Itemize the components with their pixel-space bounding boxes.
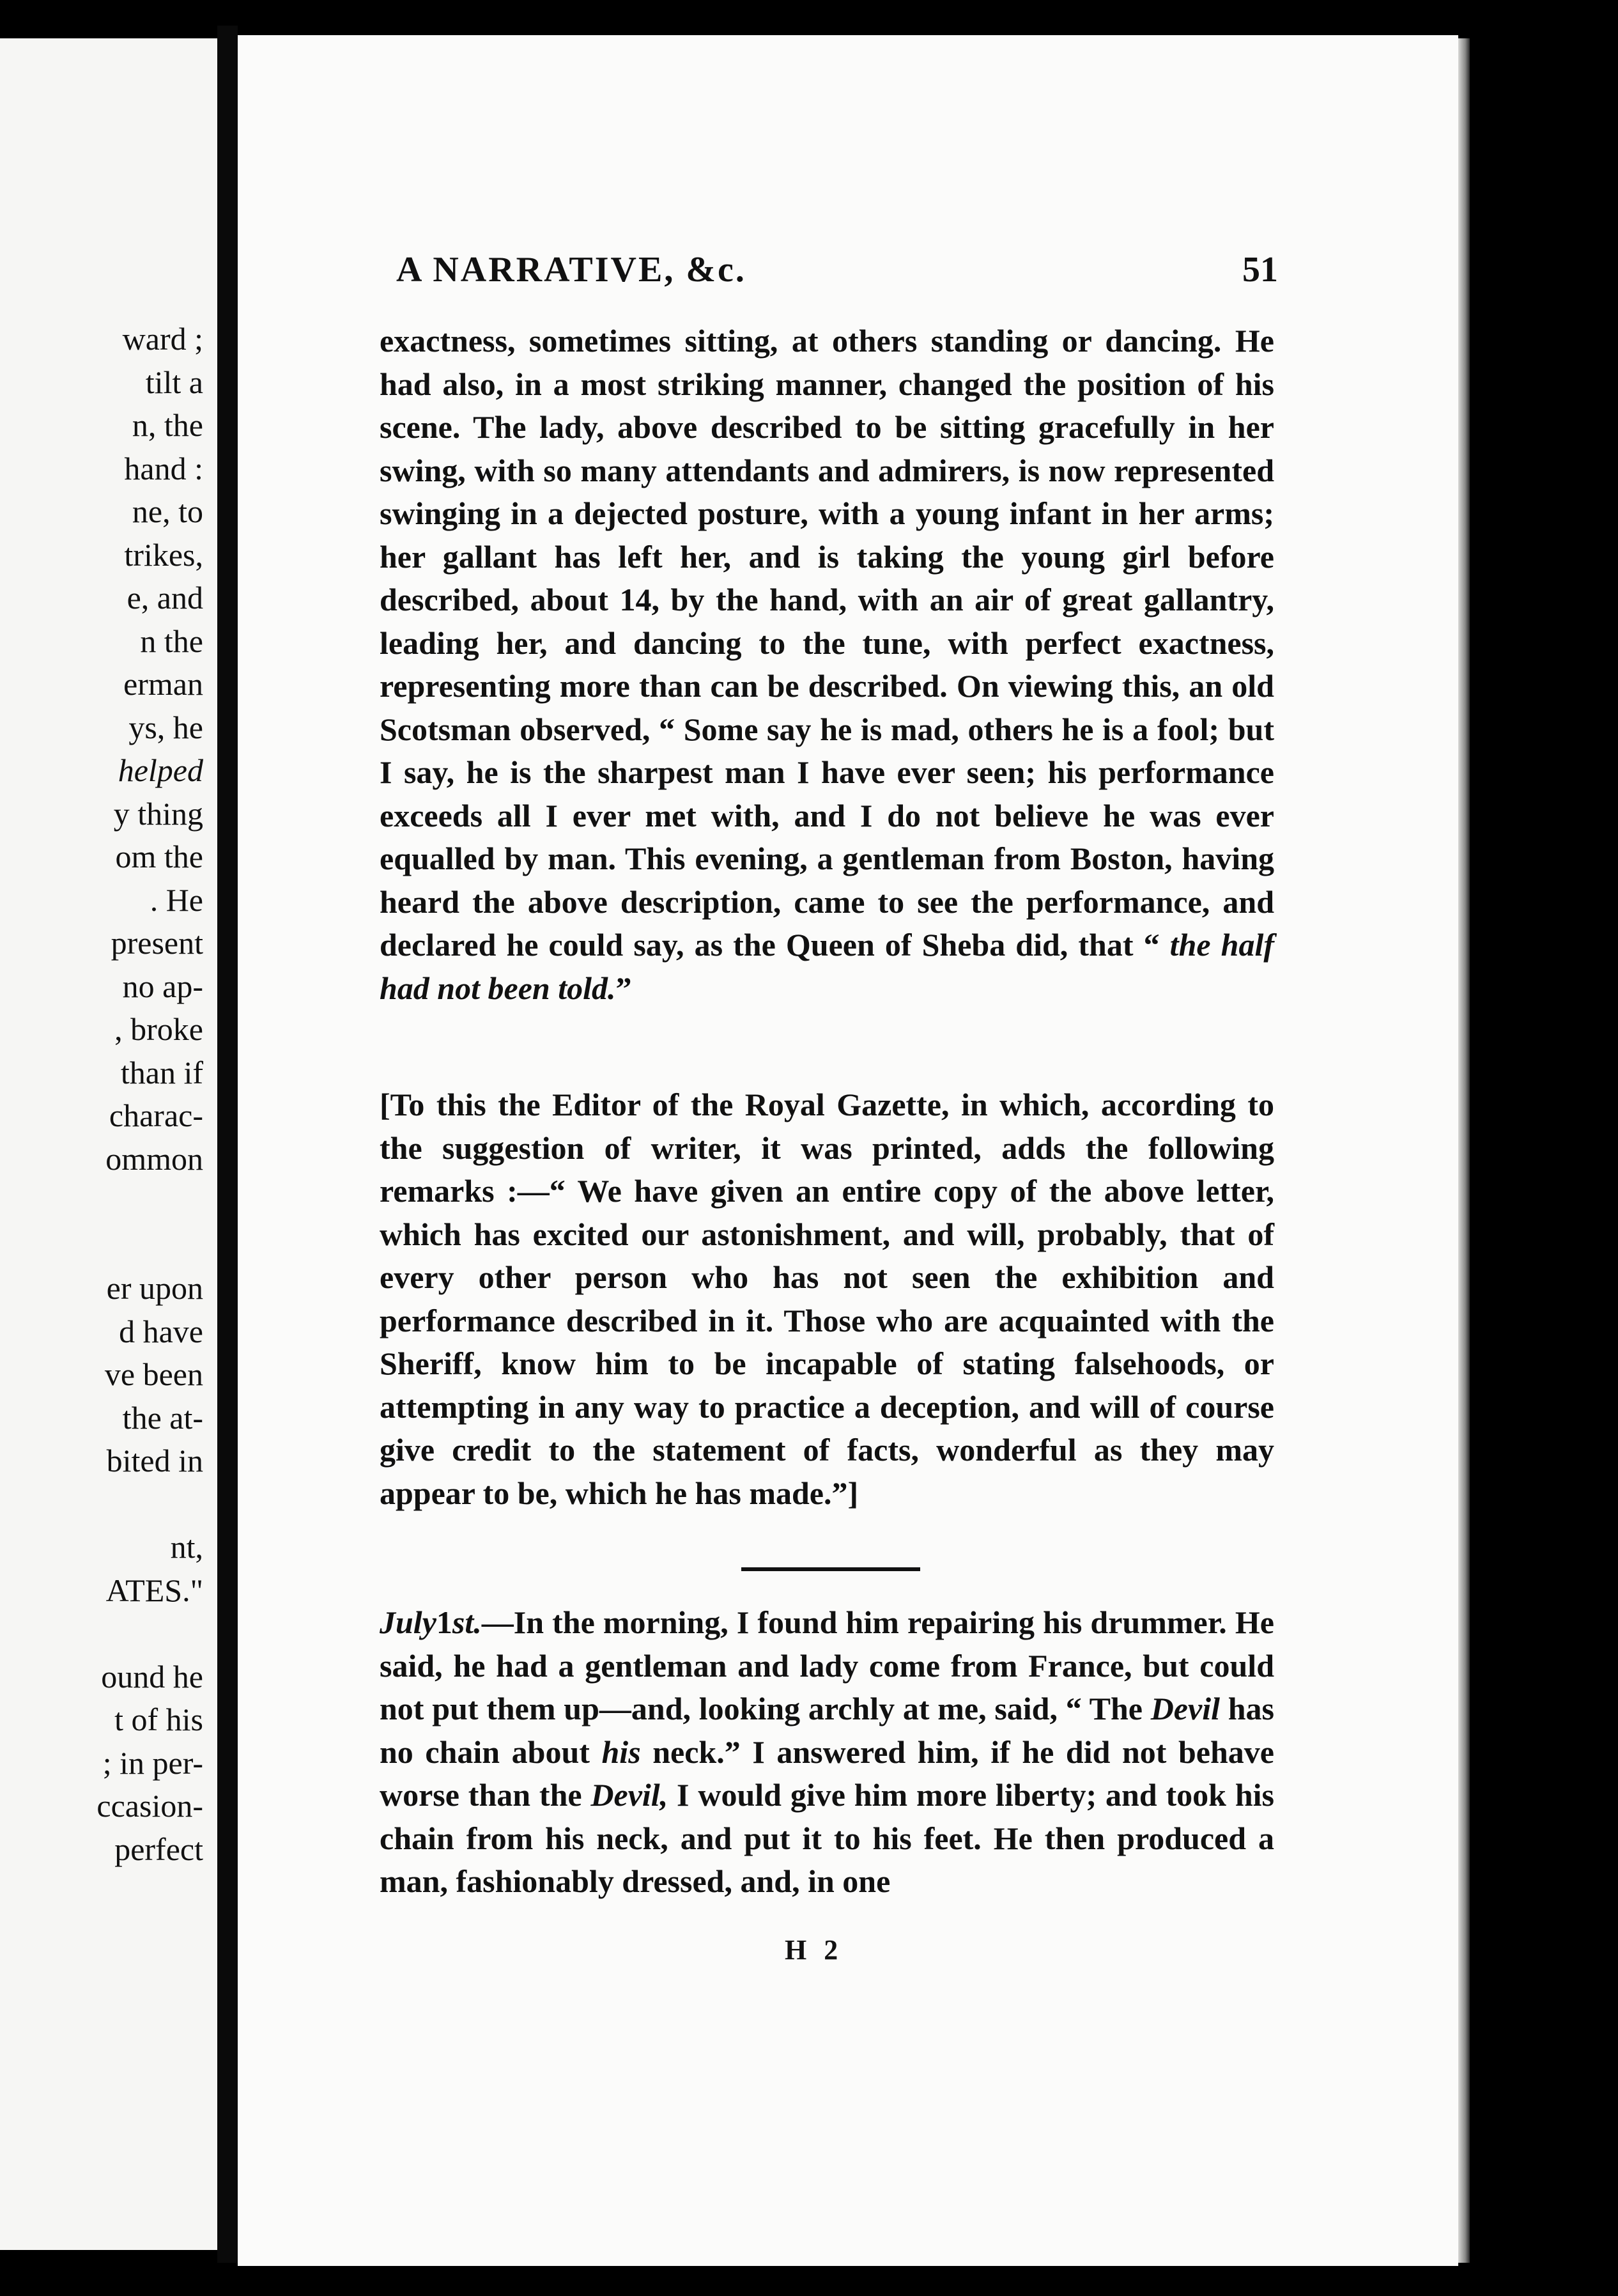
facing-page-line: , broke bbox=[114, 1011, 203, 1047]
book-gutter bbox=[217, 26, 238, 2263]
facing-page-line: nt, bbox=[170, 1529, 203, 1565]
facing-page-line: than if bbox=[120, 1054, 203, 1090]
facing-page-line: erman bbox=[123, 666, 203, 702]
facing-page-line: n the bbox=[140, 623, 203, 659]
section-divider bbox=[741, 1567, 920, 1571]
body-text: 1 bbox=[436, 1604, 452, 1640]
facing-page-line: e, and bbox=[127, 580, 203, 616]
running-header bbox=[396, 249, 1278, 294]
facing-page-line: y thing bbox=[113, 795, 203, 832]
facing-page-line: t of his bbox=[114, 1702, 203, 1737]
facing-page-line: . He bbox=[150, 881, 203, 918]
facing-page-line: om the bbox=[115, 839, 203, 874]
body-text: ” bbox=[615, 970, 632, 1006]
facing-page-line: the at- bbox=[122, 1399, 203, 1436]
italic-text: the half had not been told. bbox=[380, 927, 1274, 1006]
facing-page-line: d have bbox=[119, 1313, 203, 1349]
italic-text: Devil bbox=[1150, 1691, 1220, 1726]
facing-page-line: helped bbox=[118, 752, 203, 788]
body-text: I would give him more liberty; and took his chain from his neck, and put it to his feet. He then produced a man, fashionably dressed, and, in one bbox=[380, 1777, 1274, 1899]
body-text: neck.” I answered him, if he did not behave worse than the bbox=[380, 1734, 1274, 1813]
facing-page-line: ward ; bbox=[122, 321, 203, 357]
facing-page-line: no ap- bbox=[122, 968, 203, 1004]
page-number: 51 bbox=[1242, 250, 1278, 290]
body-text: has no chain about bbox=[380, 1691, 1275, 1770]
paragraph-editor-remarks bbox=[380, 1083, 1274, 1515]
italic-text: Devil, bbox=[590, 1777, 668, 1813]
italic-text: st. bbox=[452, 1604, 482, 1640]
facing-page-line: ys, he bbox=[128, 709, 203, 745]
facing-page-line: er upon bbox=[106, 1270, 203, 1306]
facing-page-line: ; in per- bbox=[102, 1744, 203, 1781]
facing-page-line: perfect bbox=[114, 1831, 203, 1867]
paragraph-letter-conclusion bbox=[380, 320, 1274, 1010]
facing-page-line: bited in bbox=[106, 1443, 203, 1478]
signature-mark: H 2 bbox=[785, 1934, 844, 1966]
running-title: A NARRATIVE, &c. bbox=[396, 250, 746, 290]
body-text: exactness, sometimes sitting, at others standing or dancing. He had also, in a most striking manner, changed the position of his scene. The lady, above described to be sitting gracefully in her swing, with so many attendants and admirers, is now represented swinging in a dejected posture, with a young infant in her arms; her gallant has left her, and is taking the young girl before described, about 14, by the hand, with an air of great gallantry, leading her, and dancing to the tune, with perfect exactness, representing more than can be described. On viewing this, an old Scotsman observed, “ Some say he is mad, others he is a fool; but I say, he is the sharpest man I have ever seen; his performance exceeds all I ever met with, and I do not believe he was ever equalled by man. This evening, a gentleman from Boston, having heard the above description, came to see the performance, and declared he could say, as the Queen of Sheba did, that “ bbox=[380, 323, 1274, 963]
facing-page-line: ATES." bbox=[105, 1572, 203, 1608]
page-edge bbox=[1458, 38, 1470, 2263]
facing-page-line: ccasion- bbox=[96, 1788, 203, 1824]
facing-page-line: hand : bbox=[124, 450, 203, 486]
facing-page-left bbox=[0, 38, 217, 2250]
facing-page-line: tilt a bbox=[145, 364, 203, 400]
facing-page-line: present bbox=[111, 925, 203, 961]
italic-text: July bbox=[380, 1604, 436, 1640]
paragraph-july-entry bbox=[380, 1601, 1274, 1904]
facing-page-line: ne, to bbox=[132, 493, 203, 529]
facing-page-line: trikes, bbox=[124, 536, 203, 573]
body-text: —In the morning, I found him repairing his drummer. He said, he had a gentleman and lady come from France, but could not put them up—and, looking archly at me, said, “ The bbox=[380, 1604, 1274, 1726]
italic-text: his bbox=[601, 1734, 641, 1770]
facing-page-line: charac- bbox=[109, 1098, 203, 1133]
facing-page-line: n, the bbox=[132, 407, 203, 443]
facing-page-line: ound he bbox=[101, 1658, 203, 1695]
body-text: [To this the Editor of the Royal Gazette, in which, according to the suggestion of writer, it was printed, adds the following remarks :—“ We have given an entire copy of the above letter, which has excited our astonishment, and will, probably, that of every other person who has not seen the exhibition and performance described in it. Those who are acquainted with the Sheriff, know him to be incapable of stating falsehoods, or attempting in any way to practice a deception, and will of course give credit to the statement of facts, wonderful as they may appear to be, which he has made.”] bbox=[380, 1087, 1274, 1511]
facing-page-line: ommon bbox=[105, 1140, 203, 1177]
facing-page-line: ve been bbox=[104, 1356, 203, 1392]
